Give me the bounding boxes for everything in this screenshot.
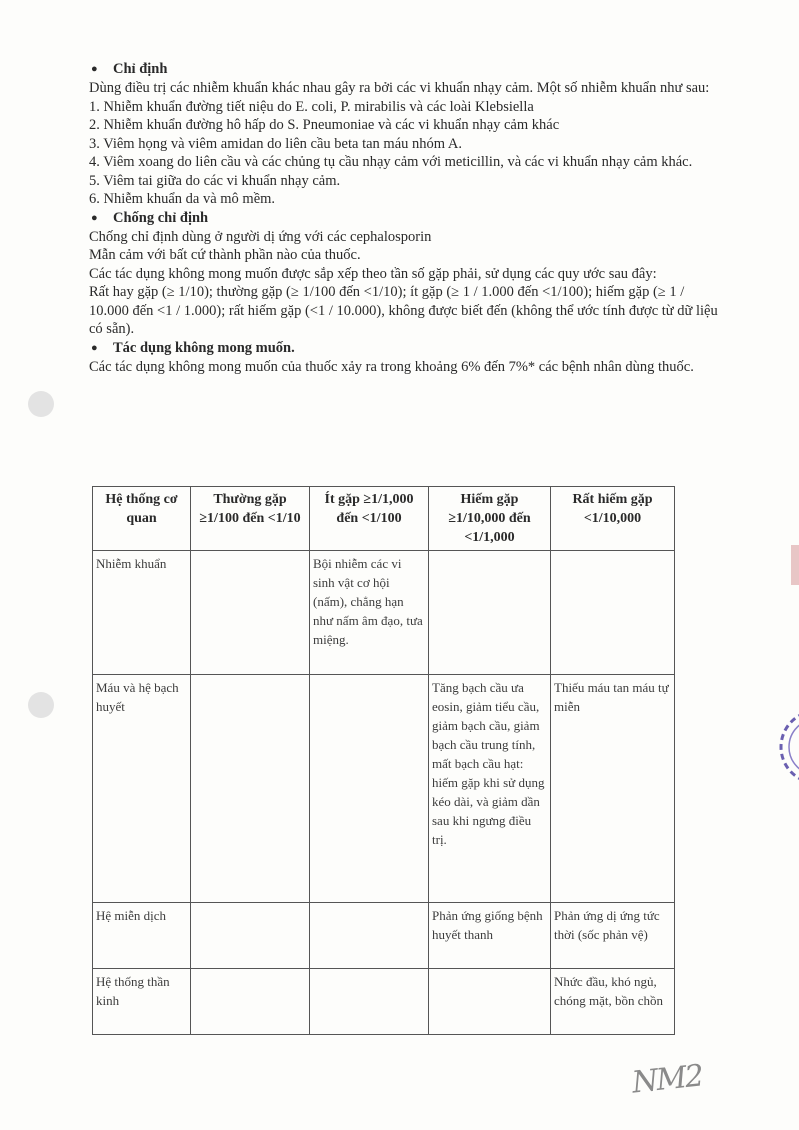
- contraindication-line-2: Mẫn cảm với bất cứ thành phần nào của thuốc.: [89, 247, 361, 263]
- common-cell: [191, 903, 310, 969]
- very-rare-cell: Nhức đầu, khó ngủ, chóng mặt, bồn chồn: [551, 969, 675, 1035]
- indication-item-3: 3. Viêm họng và viêm amidan do liên cầu beta tan máu nhóm A.: [89, 135, 462, 152]
- organ-system-cell: Hệ thống thần kinh: [93, 969, 191, 1035]
- header-rare: Hiếm gặp ≥1/10,000 đến <1/1,000: [429, 487, 551, 551]
- very-rare-cell: [551, 551, 675, 675]
- common-cell: [191, 675, 310, 903]
- document-body: [89, 60, 721, 376]
- indications-intro: Dùng điều trị các nhiễm khuẩn khác nhau gây ra bởi các vi khuẩn nhạy cảm. Một số nhiễm khuẩn như sau:: [89, 80, 710, 96]
- frequency-convention: Rất hay gặp (≥ 1/10); thường gặp (≥ 1/100 đến <1/10); ít gặp (≥ 1 / 1.000 đến <1/100); hiếm gặp (≥ 1 / 10.000 đến <1 / 1.000); rất hiếm gặp (<1 / 10.000), không được biết đến (không thể ước tính được từ dữ liệu có sẵn).: [89, 284, 718, 337]
- rare-cell: [429, 969, 551, 1035]
- indication-item-6: 6. Nhiễm khuẩn da và mô mềm.: [89, 191, 276, 207]
- indication-item-5: 5. Viêm tai giữa do các vi khuẩn nhạy cảm.: [89, 172, 341, 189]
- uncommon-cell: [310, 903, 429, 969]
- indication-item-1: 1. Nhiễm khuẩn đường tiết niệu do E. coli, P. mirabilis và các loài Klebsiella: [89, 98, 534, 115]
- stamp-fragment: [777, 690, 799, 805]
- table-row: [93, 969, 675, 1035]
- indication-item-2: 2. Nhiễm khuẩn đường hô hấp do S. Pneumoniae và các vi khuẩn nhạy cảm khác: [89, 117, 560, 133]
- organ-system-cell: Hệ miễn dịch: [93, 903, 191, 969]
- contraindications-heading: ● Chống chỉ định: [91, 209, 209, 226]
- uncommon-cell: [310, 969, 429, 1035]
- uncommon-cell: [310, 675, 429, 903]
- header-very-rare: Rất hiếm gặp <1/10,000: [551, 487, 675, 551]
- bullet-icon: ●: [91, 211, 98, 224]
- adverse-effects-intro: Các tác dụng không mong muốn của thuốc xảy ra trong khoảng 6% đến 7%* các bệnh nhân dùng thuốc.: [89, 358, 694, 375]
- rare-cell: [429, 551, 551, 675]
- header-organ-system: Hệ thống cơ quan: [93, 487, 191, 551]
- adverse-effects-table: [92, 486, 675, 1035]
- indications-heading: ● Chỉ định: [91, 61, 168, 77]
- common-cell: [191, 551, 310, 675]
- uncommon-cell: Bội nhiễm các vi sinh vật cơ hội (nấm), chẳng hạn như nấm âm đạo, tưa miệng.: [310, 551, 429, 675]
- organ-system-cell: Máu và hệ bạch huyết: [93, 675, 191, 903]
- table-row: [93, 551, 675, 675]
- rare-cell: Tăng bạch cầu ưa eosin, giảm tiểu cầu, giảm bạch cầu, giảm bạch cầu trung tính, mất bạch cầu hạt: hiếm gặp khi sử dụng kéo dài, và giảm dần sau khi ngưng điều trị.: [429, 675, 551, 903]
- table-header-row: [93, 487, 675, 551]
- indication-item-4: 4. Viêm xoang do liên cầu và các chủng tụ cầu nhạy cảm với meticillin, và các vi khuẩn nhạy cảm khác.: [89, 154, 693, 170]
- bullet-icon: ●: [91, 341, 98, 354]
- edge-mark: [791, 545, 799, 585]
- table-row: [93, 903, 675, 969]
- frequency-convention-intro: Các tác dụng không mong muốn được sắp xếp theo tần số gặp phải, sử dụng các quy ước sau đây:: [89, 265, 657, 282]
- table-row: [93, 675, 675, 903]
- very-rare-cell: Thiếu máu tan máu tự miễn: [551, 675, 675, 903]
- contraindication-line-1: Chống chỉ định dùng ở người dị ứng với các cephalosporin: [89, 228, 432, 245]
- handwritten-initials: NM2: [630, 1058, 704, 1101]
- organ-system-cell: Nhiễm khuẩn: [93, 551, 191, 675]
- adverse-effects-heading: ● Tác dụng không mong muốn.: [91, 339, 295, 356]
- header-uncommon: Ít gặp ≥1/1,000 đến <1/100: [310, 487, 429, 551]
- header-common: Thường gặp ≥1/100 đến <1/10: [191, 487, 310, 551]
- common-cell: [191, 969, 310, 1035]
- very-rare-cell: Phản ứng dị ứng tức thời (sốc phản vệ): [551, 903, 675, 969]
- punch-hole-bottom: [28, 692, 54, 718]
- rare-cell: Phản ứng giống bệnh huyết thanh: [429, 903, 551, 969]
- bullet-icon: ●: [91, 63, 98, 75]
- punch-hole-top: [28, 391, 54, 417]
